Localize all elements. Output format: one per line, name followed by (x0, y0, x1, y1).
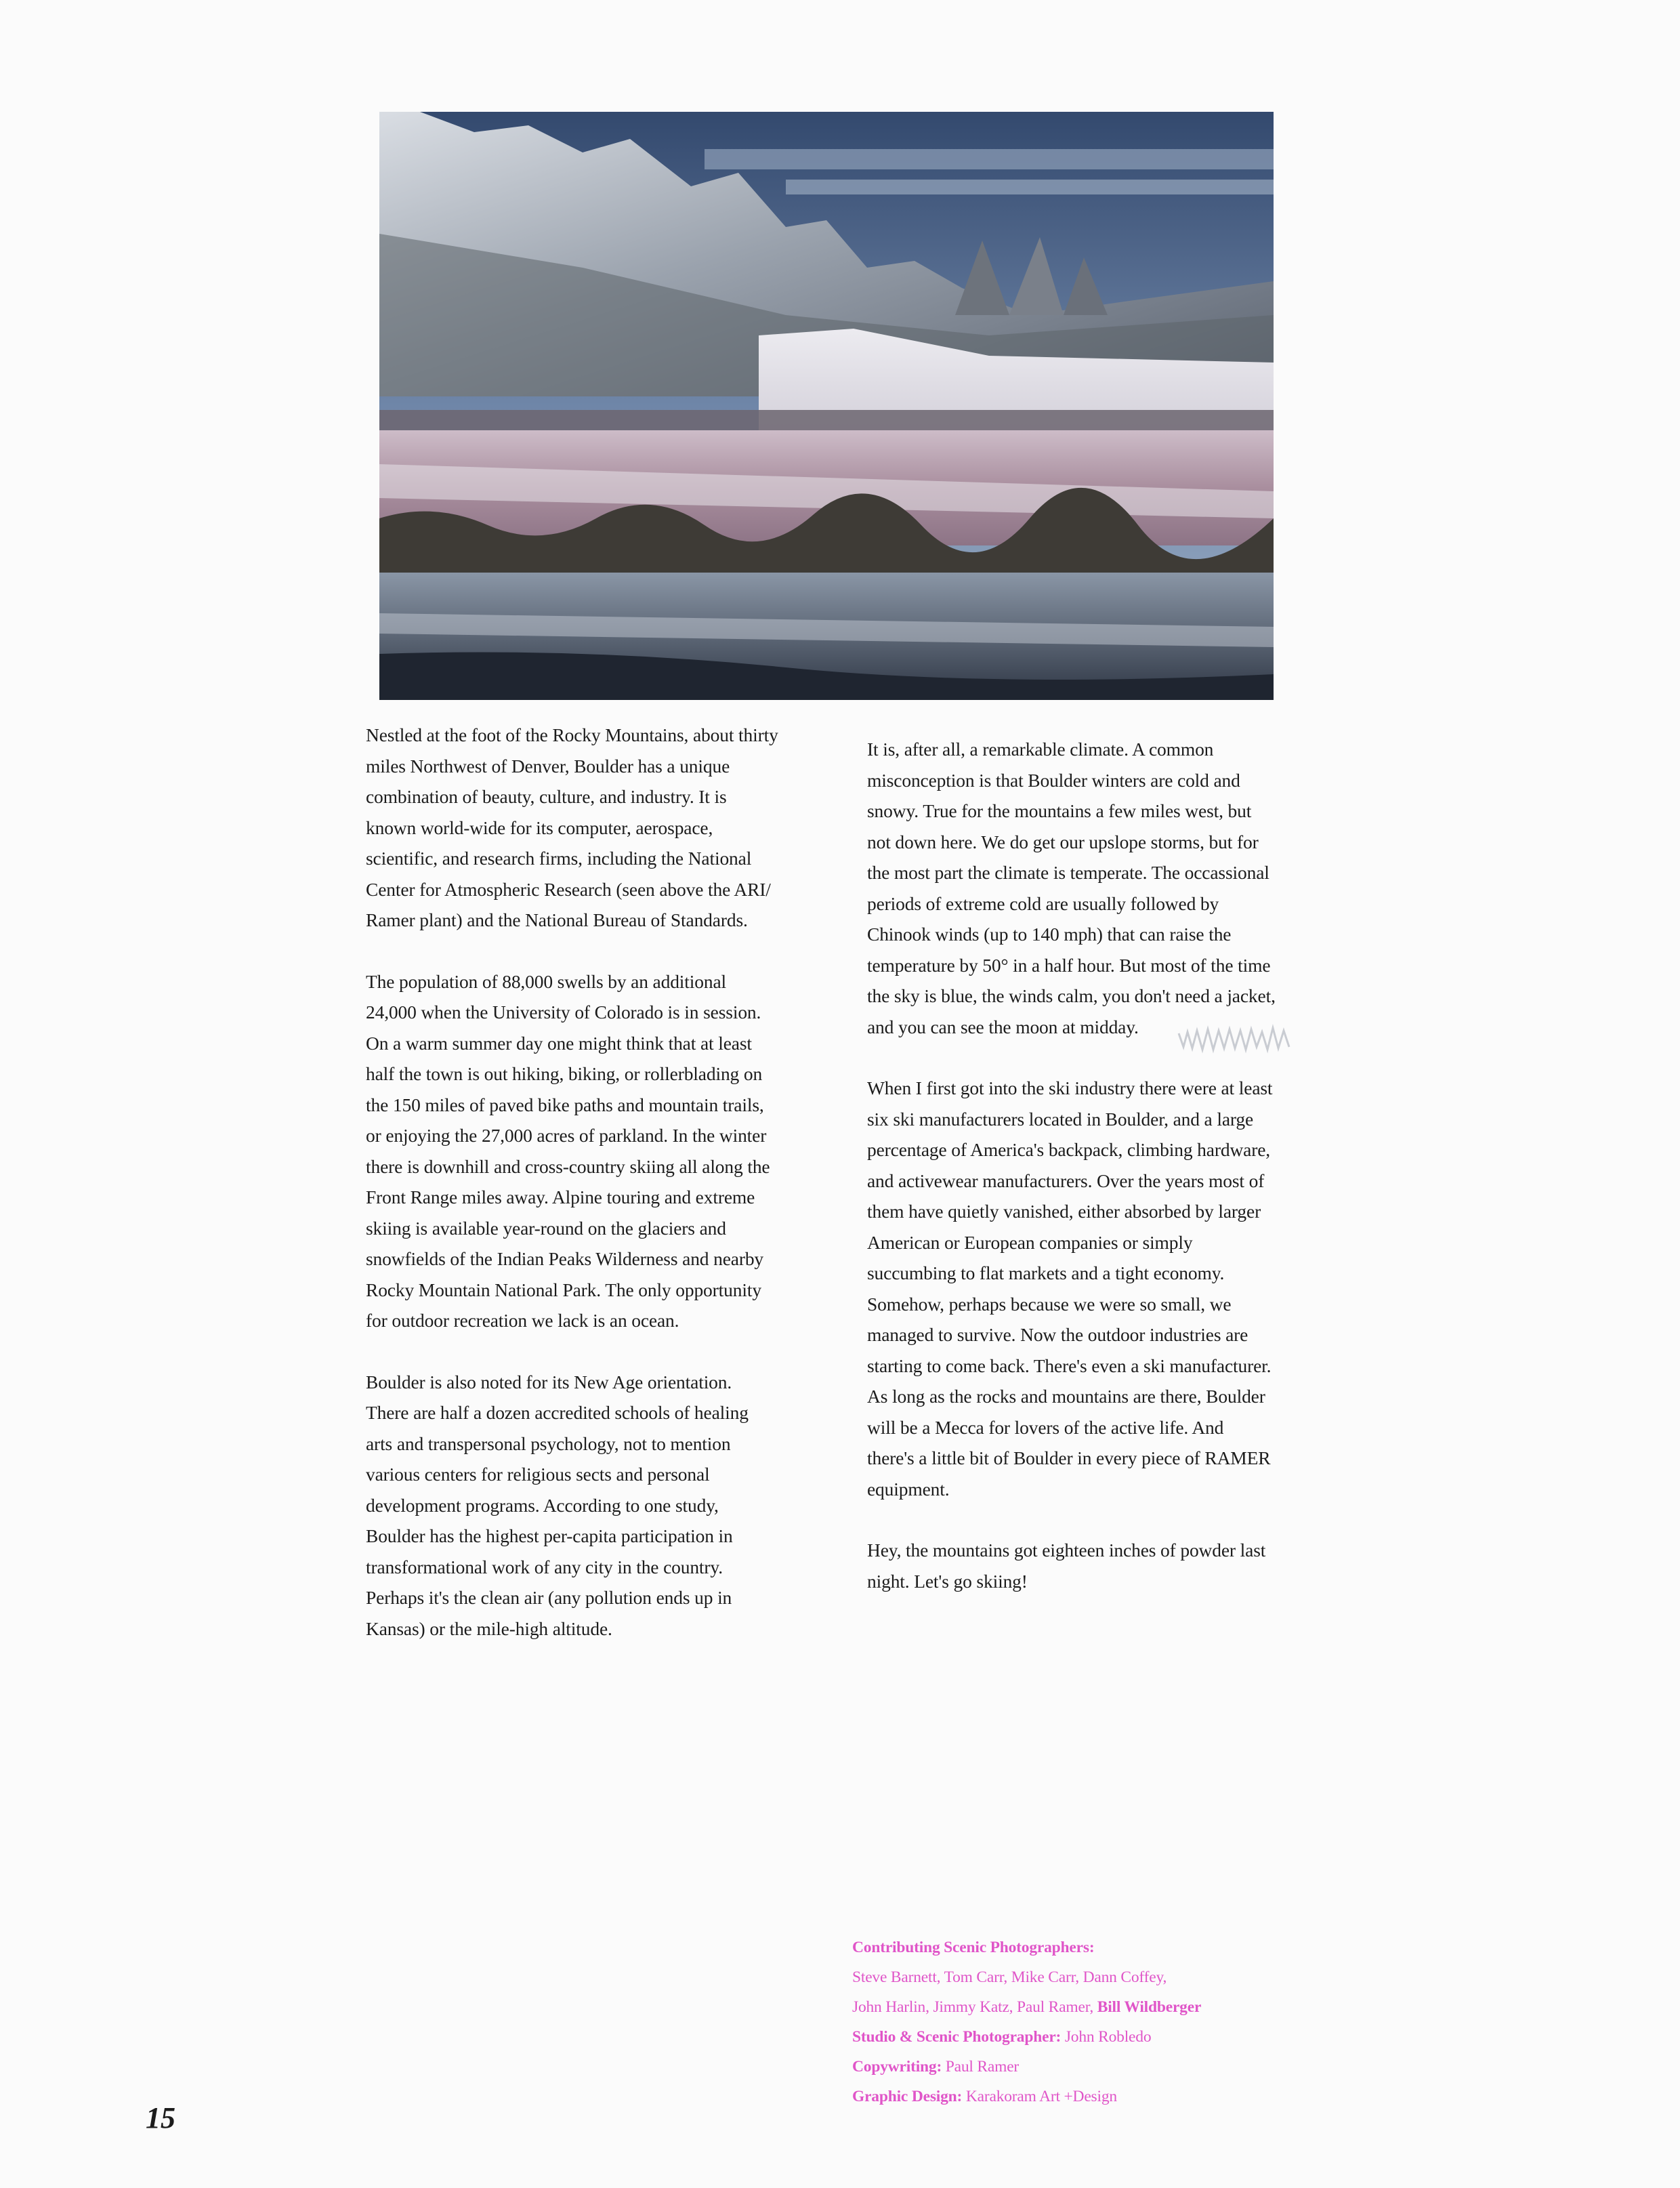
text-line: scientific, and research firms, including the National (366, 848, 752, 869)
text-line: various centers for religious sects and personal (366, 1464, 710, 1485)
text-line: periods of extreme cold are usually followed by (867, 892, 1219, 914)
text-line: miles Northwest of Denver, Boulder has a unique (366, 755, 730, 777)
text-line: Nestled at the foot of the Rocky Mountains, about thirty (366, 724, 778, 745)
text-line: known world-wide for its computer, aerospace, (366, 817, 713, 838)
credits-names-line: Steve Barnett, Tom Carr, Mike Carr, Dann Coffey, (852, 1968, 1167, 1986)
text-line: six ski manufacturers located in Boulder, and a large (867, 1108, 1254, 1130)
paragraph (366, 966, 840, 1336)
paragraph (867, 1073, 1331, 1504)
credits-graphic-design: Graphic Design: Karakoram Art +Design (852, 2088, 1117, 2105)
text-line: starting to come back. There's even a ski manufacturer. (867, 1355, 1272, 1376)
left-text-column (366, 720, 840, 1674)
text-line: arts and transpersonal psychology, not to mention (366, 1432, 731, 1454)
text-line: the sky is blue, the winds calm, you don't need a jacket, (867, 985, 1276, 1006)
text-line: snowy. True for the mountains a few miles west, but (867, 800, 1252, 821)
text-line: The population of 88,000 swells by an additional (366, 970, 727, 992)
credits-names-line: John Harlin, Jimmy Katz, Paul Ramer, Bill Wildberger (852, 1998, 1202, 2016)
text-line: and activewear manufacturers. Over the years most of (867, 1170, 1265, 1191)
text-line: for outdoor recreation we lack is an ocean. (366, 1310, 679, 1331)
paragraph (366, 1367, 840, 1645)
paragraph (867, 734, 1331, 1042)
text-line: Chinook winds (up to 140 mph) that can raise the (867, 924, 1232, 945)
text-line: not down here. We do get our upslope storms, but for (867, 831, 1259, 852)
right-text-column (867, 734, 1331, 1627)
text-line: the 150 miles of paved bike paths and mountain trails, (366, 1094, 764, 1115)
text-line: there's a little bit of Boulder in every piece of RAMER (867, 1447, 1271, 1468)
text-line: or enjoying the 27,000 acres of parkland. In the winter (366, 1125, 767, 1146)
credits-studio: Studio & Scenic Photographer: John Robledo (852, 2028, 1152, 2046)
text-line: When I first got into the ski industry there were at least (867, 1077, 1273, 1098)
text-line: Somehow, perhaps because we were so small, we (867, 1293, 1232, 1315)
pencil-scribble-mark (1175, 1020, 1297, 1054)
text-line: On a warm summer day one might think that at least (366, 1032, 752, 1054)
page-number: 15 (146, 2101, 175, 2134)
paragraph (366, 720, 840, 936)
text-line: Perhaps it's the clean air (any pollution ends up in (366, 1587, 732, 1608)
text-line: the most part the climate is temperate. The occassional (867, 862, 1269, 883)
text-line: temperature by 50° in a half hour. But most of the time (867, 954, 1271, 976)
text-line: As long as the rocks and mountains are there, Boulder (867, 1386, 1265, 1407)
text-line: Boulder is also noted for its New Age orientation. (366, 1371, 732, 1392)
text-line: and you can see the moon at midday. (867, 1016, 1139, 1037)
text-line: There are half a dozen accredited schools of healing (366, 1402, 749, 1423)
text-line: American or European companies or simply (867, 1231, 1193, 1253)
text-line: Ramer plant) and the National Bureau of Standards. (366, 909, 748, 930)
text-line: development programs. According to one study, (366, 1494, 719, 1516)
text-line: combination of beauty, culture, and industry. It is (366, 786, 727, 807)
text-line: half the town is out hiking, biking, or rollerblading on (366, 1063, 763, 1084)
text-line: succumbing to flat markets and a tight economy. (867, 1262, 1225, 1283)
text-line: transformational work of any city in the country. (366, 1556, 723, 1577)
text-line: them have quietly vanished, either absorbed by larger (867, 1201, 1261, 1222)
text-line: Boulder has the highest per-capita participation in (366, 1525, 733, 1546)
text-line: equipment. (867, 1478, 950, 1500)
text-line: Front Range miles away. Alpine touring and extreme (366, 1186, 755, 1207)
text-line: Rocky Mountain National Park. The only opportunity (366, 1279, 761, 1300)
text-line: skiing is available year-round on the glaciers and (366, 1217, 726, 1239)
credits-copywriting: Copywriting: Paul Ramer (852, 2058, 1020, 2076)
credits-heading: Contributing Scenic Photographers: (852, 1939, 1095, 1956)
text-line: Hey, the mountains got eighteen inches of powder last (867, 1540, 1266, 1561)
landscape-photo (379, 112, 1274, 700)
text-line: will be a Mecca for lovers of the active life. And (867, 1416, 1224, 1438)
text-line: managed to survive. Now the outdoor industries are (867, 1324, 1248, 1345)
paragraph (867, 1535, 1331, 1596)
text-line: Center for Atmospheric Research (seen above the ARI/ (366, 878, 771, 900)
text-line: Kansas) or the mile-high altitude. (366, 1617, 612, 1639)
text-line: 24,000 when the University of Colorado is in session. (366, 1002, 761, 1023)
text-line: night. Let's go skiing! (867, 1570, 1028, 1592)
credits-block (852, 1933, 1326, 2111)
text-line: misconception is that Boulder winters are cold and (867, 769, 1240, 791)
text-line: snowfields of the Indian Peaks Wilderness and nearby (366, 1248, 764, 1269)
text-line: there is downhill and cross-country skiing all along the (366, 1155, 770, 1177)
text-line: percentage of America's backpack, climbing hardware, (867, 1139, 1270, 1160)
text-line: It is, after all, a remarkable climate. A common (867, 739, 1214, 760)
mountain-landscape-photo (379, 112, 1274, 700)
